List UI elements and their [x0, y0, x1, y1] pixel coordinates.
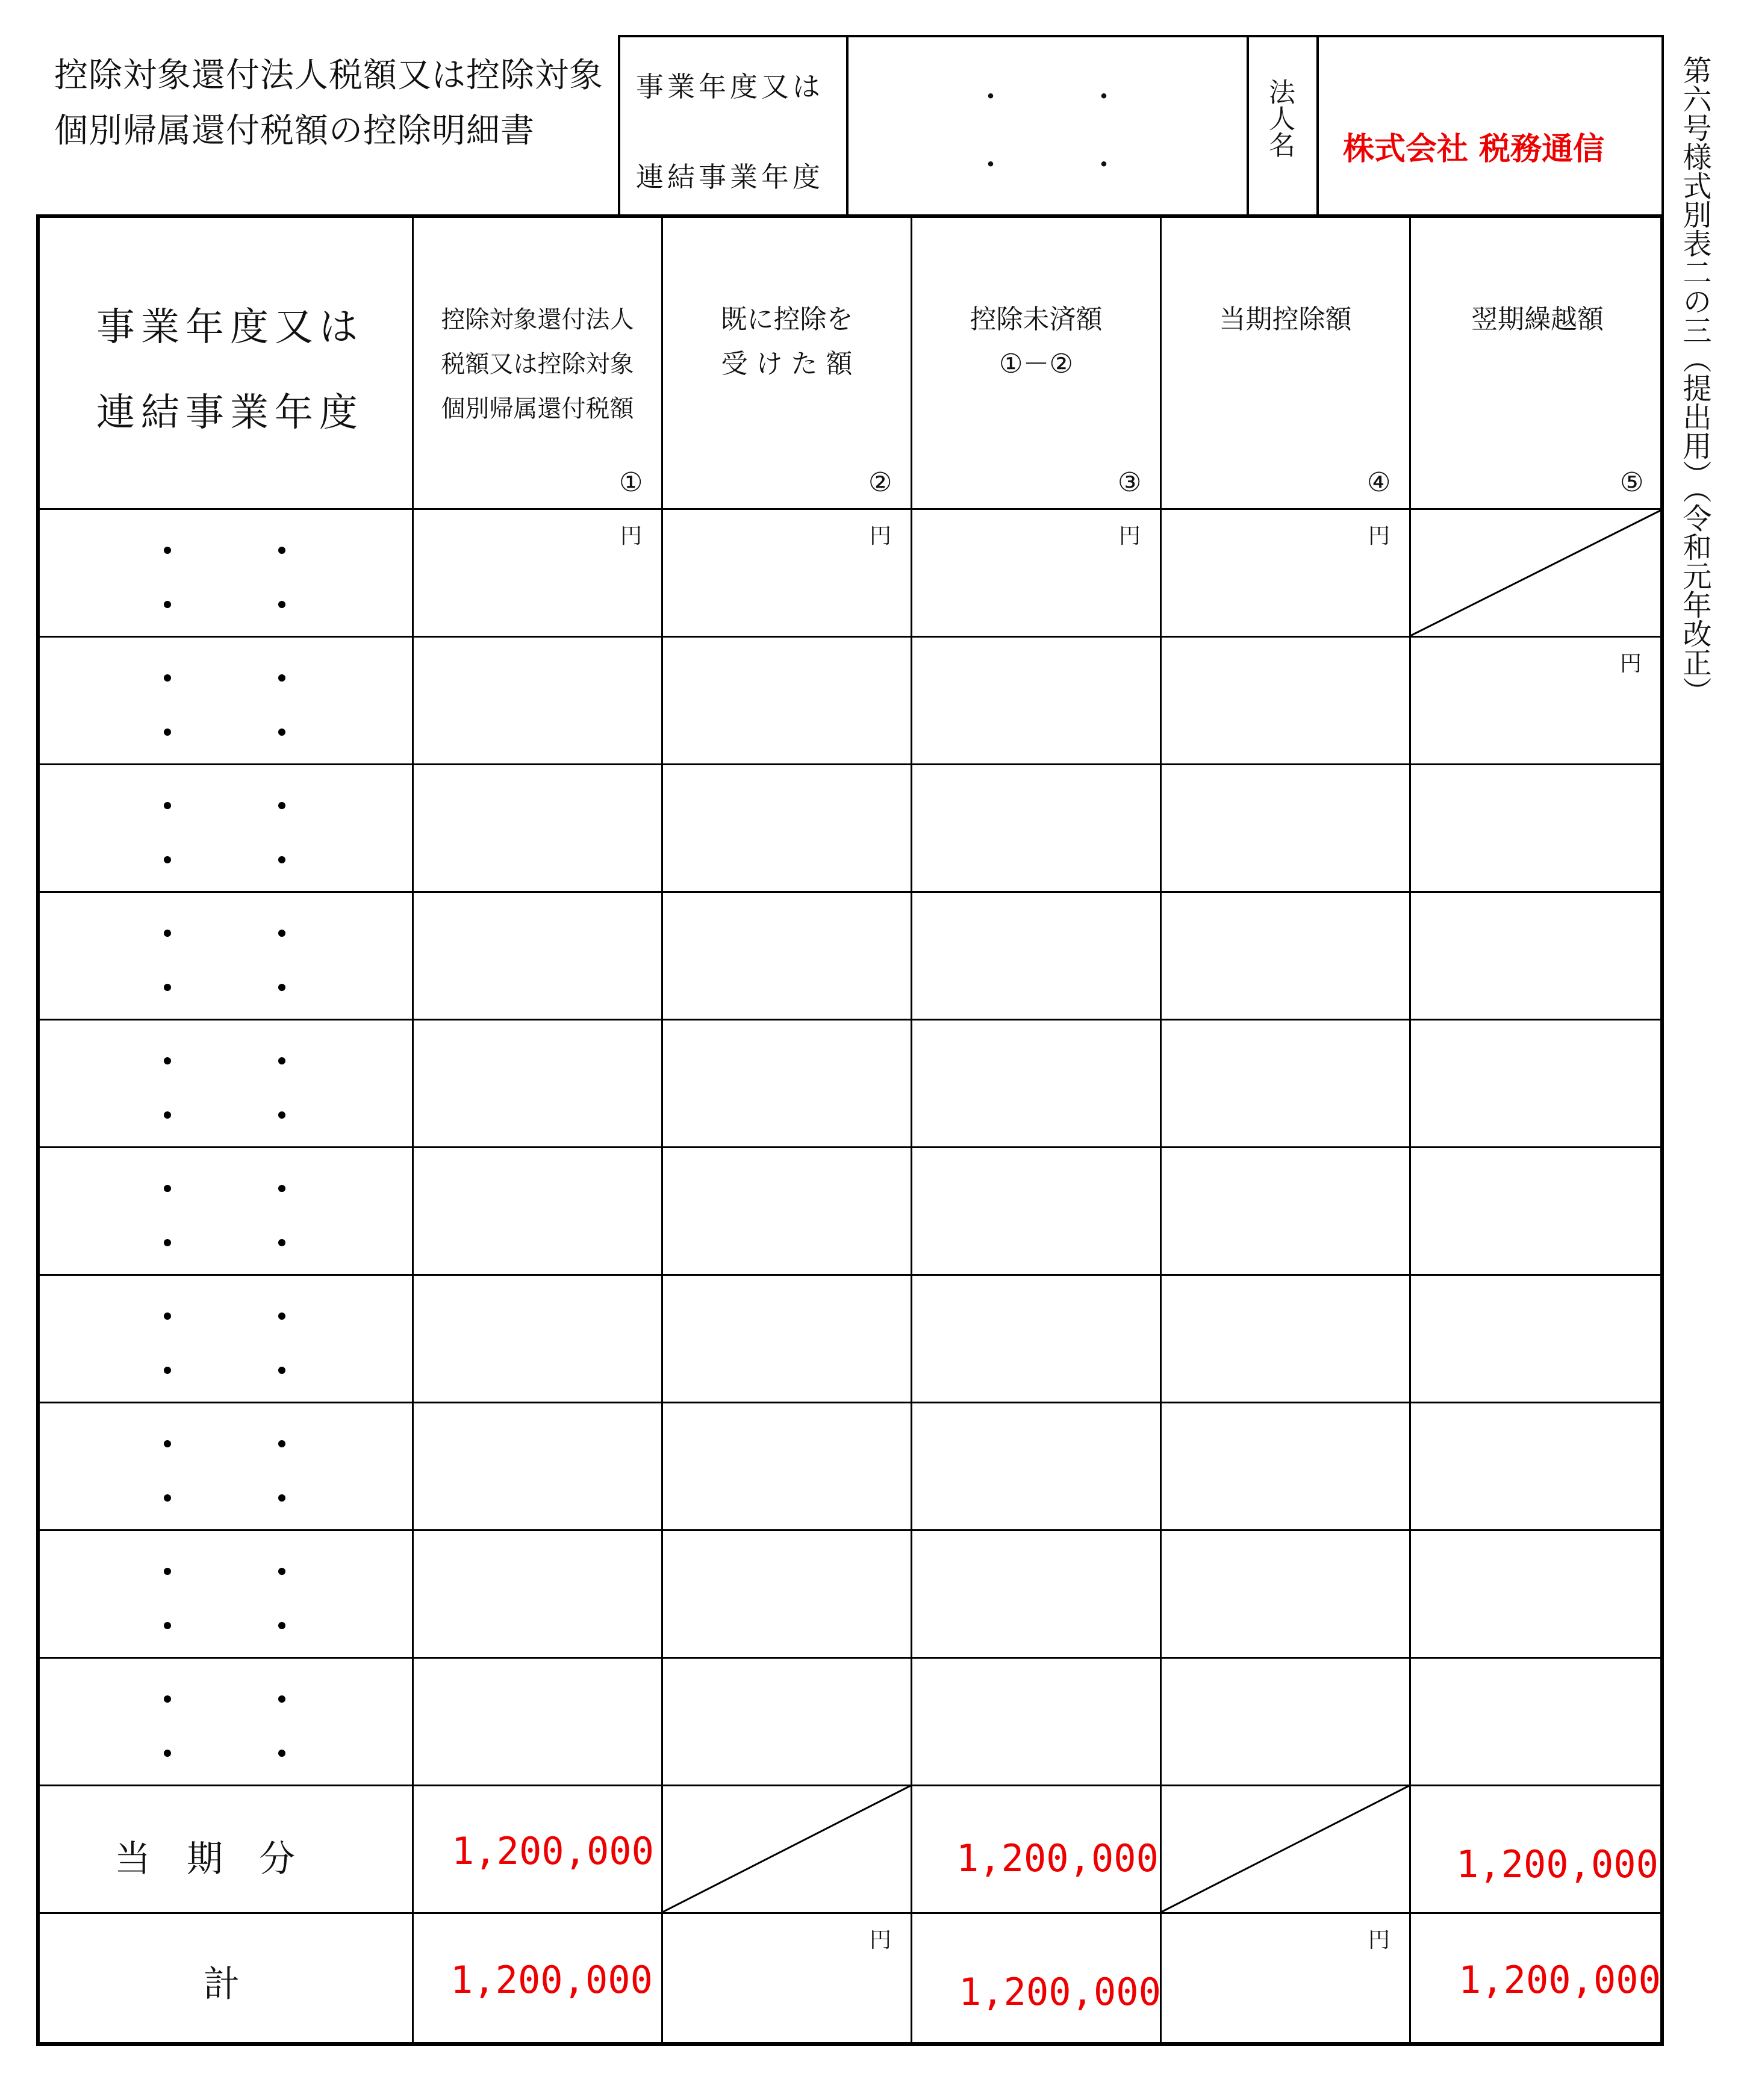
date-separator-dot	[164, 1239, 171, 1246]
date-separator-dot	[164, 802, 171, 809]
total-c5-value[interactable]: 1,200,000	[1459, 1958, 1661, 2002]
row-line	[36, 1019, 1664, 1020]
total-c3-value[interactable]: 1,200,000	[959, 1970, 1161, 2014]
date-separator-dot	[164, 1111, 171, 1119]
current-c1-value[interactable]: 1,200,000	[452, 1829, 654, 1873]
col-line	[1160, 214, 1162, 2046]
row-line	[36, 1912, 1664, 1914]
date-separator-dot	[164, 1568, 171, 1575]
unit-label: 円	[620, 524, 643, 548]
date-separator-dot	[278, 1695, 285, 1703]
date-separator-dot	[278, 1239, 285, 1246]
col-header-3	[912, 297, 1160, 387]
date-separator-dot	[278, 1750, 285, 1757]
row-label-total: 計	[204, 1963, 240, 2005]
date-separator-dot	[164, 1367, 171, 1374]
header-divider-3	[1316, 35, 1319, 218]
date-separator-dot	[278, 1494, 285, 1502]
unit-label: 円	[870, 1928, 892, 1952]
row-line	[36, 1785, 1664, 1786]
date-separator-dot	[278, 601, 285, 608]
header-date-dot: ・	[977, 149, 1004, 181]
date-separator-dot	[278, 1111, 285, 1119]
header-date-dot: ・	[1090, 149, 1118, 181]
header-divider-1	[846, 35, 849, 218]
col-header-5-number: ⑤	[1620, 467, 1644, 498]
date-separator-dot	[278, 1568, 285, 1575]
date-separator-dot	[164, 1185, 171, 1192]
corp-name-value: 株式会社 税務通信	[1343, 131, 1605, 167]
row-line	[36, 1146, 1664, 1148]
date-separator-dot	[164, 1057, 171, 1064]
header-date-dot: ・	[977, 81, 1004, 113]
date-separator-dot	[164, 547, 171, 554]
col-header-2	[663, 297, 911, 387]
row-line	[36, 1402, 1664, 1403]
unit-label: 円	[1620, 651, 1642, 676]
date-separator-dot	[164, 1440, 171, 1447]
col-header-period-2: 連結事業年度	[96, 391, 364, 435]
form-title-line1: 控除対象還付法人税額又は控除対象	[54, 56, 603, 95]
date-separator-dot	[164, 1622, 171, 1629]
row-line	[36, 636, 1664, 638]
unit-label: 円	[1119, 524, 1141, 548]
col-header-3-line2: ①－②	[999, 349, 1073, 379]
col-header-4: 当期控除額	[1219, 304, 1352, 335]
col-header-2-line2: 受 け た 額	[721, 349, 853, 379]
date-separator-dot	[278, 984, 285, 991]
header-period-label-2: 連結事業年度	[636, 161, 824, 193]
date-separator-dot	[278, 547, 285, 554]
header-divider-2	[1247, 35, 1249, 218]
row-line	[36, 508, 1664, 510]
col-header-period-1: 事業年度又は	[96, 305, 364, 350]
date-separator-dot	[164, 856, 171, 863]
date-separator-dot	[164, 1312, 171, 1320]
row-line	[36, 1274, 1664, 1276]
form-title	[54, 48, 603, 159]
date-separator-dot	[164, 674, 171, 682]
total-c1-value[interactable]: 1,200,000	[450, 1958, 653, 2002]
row-line	[36, 891, 1664, 893]
date-separator-dot	[278, 802, 285, 809]
col-header-1-number: ①	[619, 467, 643, 498]
date-separator-dot	[278, 930, 285, 937]
col-header-2-number: ②	[868, 467, 892, 498]
date-separator-dot	[278, 1057, 285, 1064]
current-c5-value[interactable]: 1,200,000	[1456, 1842, 1658, 1886]
form-number-label: 第六号様式別表二の三（提出用）（令和元年改正）	[1678, 55, 1711, 706]
date-separator-dot	[164, 930, 171, 937]
col-header-1-line3: 個別帰属還付税額	[441, 395, 634, 423]
col-header-1-line2: 税額又は控除対象	[441, 350, 634, 378]
date-separator-dot	[164, 728, 171, 736]
row-line	[36, 1529, 1664, 1531]
current-c3-value[interactable]: 1,200,000	[956, 1836, 1159, 1880]
form-title-line2: 個別帰属還付税額の控除明細書	[54, 111, 535, 151]
date-separator-dot	[278, 1622, 285, 1629]
date-separator-dot	[278, 728, 285, 736]
corp-name-label: 法人名	[1264, 78, 1295, 158]
col-line	[911, 214, 912, 2046]
col-header-1	[414, 297, 661, 431]
col-line	[661, 214, 663, 2046]
col-header-4-number: ④	[1367, 467, 1391, 498]
row-line	[36, 763, 1664, 765]
date-separator-dot	[278, 1440, 285, 1447]
row-label-current: 当 期 分	[114, 1838, 295, 1880]
date-separator-dot	[164, 1695, 171, 1703]
col-line	[412, 214, 414, 2046]
unit-label: 円	[870, 524, 892, 548]
header-date-dot: ・	[1090, 81, 1118, 113]
date-separator-dot	[278, 1185, 285, 1192]
date-separator-dot	[164, 1750, 171, 1757]
col-header-3-number: ③	[1118, 467, 1142, 498]
col-line	[1409, 214, 1411, 2046]
date-separator-dot	[164, 1494, 171, 1502]
header-period-label-1: 事業年度又は	[636, 70, 824, 103]
date-separator-dot	[278, 1312, 285, 1320]
date-separator-dot	[278, 1367, 285, 1374]
col-header-2-line1: 既に控除を	[720, 304, 853, 335]
unit-label: 円	[1368, 1928, 1390, 1952]
date-separator-dot	[278, 674, 285, 682]
date-separator-dot	[278, 856, 285, 863]
col-header-3-line1: 控除未済額	[970, 304, 1103, 335]
row-line	[36, 1657, 1664, 1659]
date-separator-dot	[164, 984, 171, 991]
date-separator-dot	[164, 601, 171, 608]
col-header-1-line1: 控除対象還付法人	[441, 306, 634, 334]
main-table	[36, 214, 1664, 2046]
col-header-5: 翌期繰越額	[1471, 304, 1604, 335]
unit-label: 円	[1368, 524, 1390, 548]
